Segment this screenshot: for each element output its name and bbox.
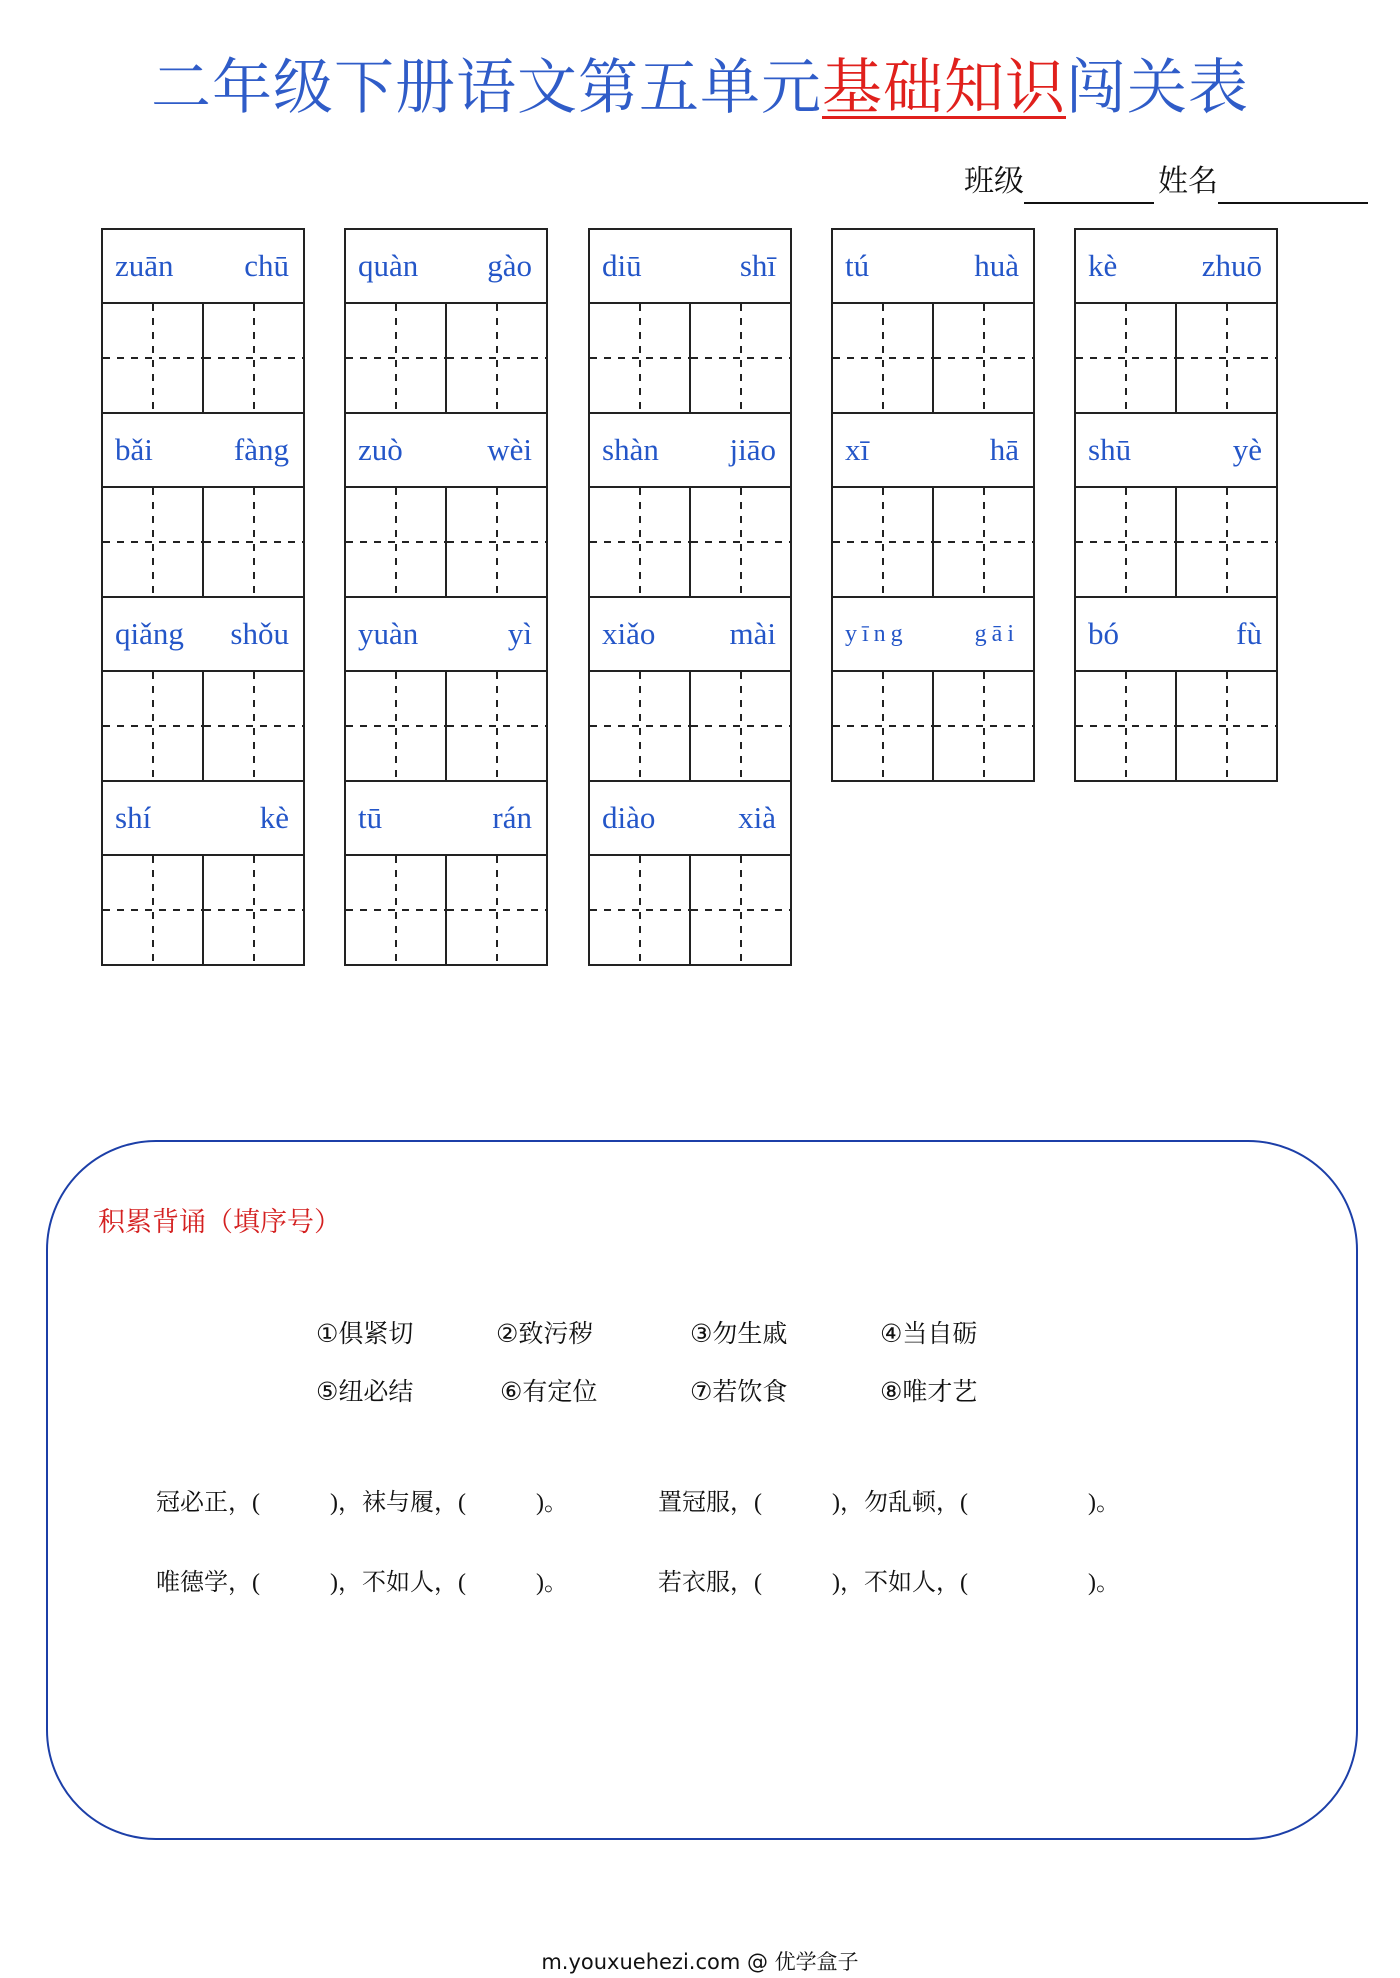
pinyin-column [101, 228, 305, 966]
pinyin-syllable: chū [244, 248, 289, 283]
pinyin-syllable: gào [487, 248, 532, 283]
word-unit [344, 596, 548, 780]
writing-box[interactable] [1076, 488, 1175, 596]
writing-box[interactable] [590, 672, 689, 780]
writing-box[interactable] [1175, 488, 1276, 596]
pinyin-syllable: jiāo [729, 432, 776, 467]
pinyin-row [590, 782, 790, 856]
word-unit [101, 412, 305, 596]
fill-line: 唯德学，( )，不如人，( )。 [156, 1570, 568, 1596]
option-item: ⑥有定位 [500, 1377, 598, 1406]
pinyin-syllable: yì [507, 616, 532, 651]
pinyin-syllable: kè [1088, 248, 1118, 283]
option-item: ④当自砺 [880, 1319, 978, 1348]
pinyin-syllable: xiǎo [602, 616, 656, 651]
writing-box[interactable] [202, 856, 303, 964]
writing-box[interactable] [833, 672, 932, 780]
writing-box[interactable] [689, 488, 790, 596]
pinyin-syllable: shī [739, 248, 776, 283]
writing-box[interactable] [1175, 304, 1276, 412]
pinyin-row [590, 230, 790, 304]
word-unit [588, 780, 792, 966]
pinyin-syllable: zuò [358, 432, 403, 467]
option-item: ②致污秽 [496, 1319, 594, 1348]
writing-box[interactable] [202, 304, 303, 412]
writing-box[interactable] [103, 488, 202, 596]
writing-box[interactable] [103, 672, 202, 780]
pinyin-row [103, 782, 303, 856]
pinyin-row [833, 414, 1033, 488]
pinyin-column [1074, 228, 1278, 782]
writing-box[interactable] [932, 304, 1033, 412]
pinyin-syllable: gāi [974, 620, 1019, 647]
pinyin-syllable: yè [1232, 432, 1262, 467]
writing-box[interactable] [445, 304, 546, 412]
pinyin-syllable: mài [729, 616, 776, 651]
writing-box[interactable] [1076, 304, 1175, 412]
option-item: ③勿生戚 [690, 1319, 788, 1348]
pinyin-row [346, 782, 546, 856]
word-unit [1074, 596, 1278, 782]
pinyin-row [1076, 598, 1276, 672]
pinyin-syllable: tú [845, 248, 870, 283]
writing-box[interactable] [932, 672, 1033, 780]
word-unit [344, 228, 548, 412]
student-info [964, 160, 1372, 204]
word-unit [588, 228, 792, 412]
pinyin-syllable: fàng [233, 432, 289, 467]
option-item: ⑦若饮食 [690, 1377, 788, 1406]
pinyin-syllable: xià [738, 800, 776, 835]
class-blank[interactable] [1024, 168, 1154, 204]
writing-box[interactable] [590, 856, 689, 964]
pinyin-syllable: shǒu [230, 616, 289, 651]
pinyin-syllable: qiǎng [115, 616, 184, 651]
writing-box[interactable] [590, 488, 689, 596]
page-title [0, 48, 1400, 128]
title-highlight: 基础知识 [822, 53, 1066, 123]
class-label: 班级 [964, 164, 1024, 199]
pinyin-syllable: diào [602, 800, 656, 835]
recitation-panel [46, 1140, 1358, 1840]
pinyin-row [103, 414, 303, 488]
pinyin-column [831, 228, 1035, 782]
word-unit [101, 228, 305, 412]
pinyin-syllable: bǎi [115, 432, 153, 467]
writing-box[interactable] [202, 672, 303, 780]
word-unit [588, 412, 792, 596]
panel-title: 积累背诵（填序号） [98, 1207, 341, 1238]
pinyin-row [346, 414, 546, 488]
pinyin-row [103, 230, 303, 304]
pinyin-syllable: kè [259, 800, 289, 835]
pinyin-syllable: zuān [115, 248, 174, 283]
pinyin-syllable: bó [1088, 616, 1119, 651]
pinyin-row [833, 598, 1033, 672]
pinyin-syllable: quàn [358, 248, 419, 283]
word-unit [588, 596, 792, 780]
name-blank[interactable] [1218, 168, 1368, 204]
word-unit [831, 412, 1035, 596]
writing-box[interactable] [932, 488, 1033, 596]
writing-box[interactable] [590, 304, 689, 412]
pinyin-syllable: fù [1236, 616, 1262, 651]
pinyin-row [103, 598, 303, 672]
writing-box[interactable] [346, 304, 445, 412]
pinyin-row [590, 414, 790, 488]
pinyin-syllable: shū [1088, 432, 1132, 467]
writing-box[interactable] [346, 672, 445, 780]
writing-box[interactable] [833, 488, 932, 596]
writing-box[interactable] [1175, 672, 1276, 780]
pinyin-column [344, 228, 548, 966]
pinyin-syllable: yīng [845, 620, 908, 647]
fill-line: 冠必正，( )，袜与履，( )。 [156, 1490, 568, 1516]
pinyin-syllable: rán [492, 800, 532, 835]
pinyin-row [590, 598, 790, 672]
pinyin-syllable: xī [845, 432, 870, 467]
writing-box[interactable] [833, 304, 932, 412]
pinyin-syllable: wèi [487, 432, 532, 467]
footer-watermark: m.youxuehezi.com @ 优学盒子 [541, 1950, 859, 1974]
writing-box[interactable] [103, 304, 202, 412]
writing-box[interactable] [1076, 672, 1175, 780]
word-unit [831, 596, 1035, 782]
option-item: ⑧唯才艺 [880, 1377, 978, 1406]
word-unit [344, 412, 548, 596]
option-item: ①俱紧切 [316, 1319, 414, 1348]
pinyin-row [346, 230, 546, 304]
option-item: ⑤纽必结 [316, 1377, 414, 1406]
name-label: 姓名 [1158, 164, 1218, 199]
writing-box[interactable] [346, 488, 445, 596]
writing-box[interactable] [689, 856, 790, 964]
pinyin-syllable: shí [115, 800, 152, 835]
writing-box[interactable] [445, 672, 546, 780]
fill-line: 置冠服，( )，勿乱顿，( )。 [658, 1490, 1120, 1516]
fill-line: 若衣服，( )，不如人，( )。 [658, 1570, 1120, 1596]
pinyin-column [588, 228, 792, 966]
word-unit [101, 596, 305, 780]
writing-box[interactable] [689, 304, 790, 412]
pinyin-row [833, 230, 1033, 304]
word-unit [1074, 228, 1278, 412]
pinyin-syllable: tū [358, 800, 383, 835]
pinyin-syllable: hā [989, 432, 1019, 467]
word-unit [344, 780, 548, 966]
pinyin-row [1076, 230, 1276, 304]
word-unit [1074, 412, 1278, 596]
writing-box[interactable] [689, 672, 790, 780]
word-unit [101, 780, 305, 966]
pinyin-syllable: yuàn [358, 616, 419, 651]
pinyin-syllable: diū [602, 248, 642, 283]
title-part1: 二年级下册语文第五单元 [151, 53, 822, 123]
writing-box[interactable] [346, 856, 445, 964]
writing-box[interactable] [445, 856, 546, 964]
pinyin-row [1076, 414, 1276, 488]
pinyin-syllable: zhuō [1201, 248, 1262, 283]
writing-box[interactable] [445, 488, 546, 596]
title-part2: 闯关表 [1066, 53, 1249, 123]
pinyin-syllable: huà [974, 248, 1019, 283]
pinyin-row [346, 598, 546, 672]
word-unit [831, 228, 1035, 412]
pinyin-syllable: shàn [602, 432, 659, 467]
writing-box[interactable] [103, 856, 202, 964]
writing-box[interactable] [202, 488, 303, 596]
